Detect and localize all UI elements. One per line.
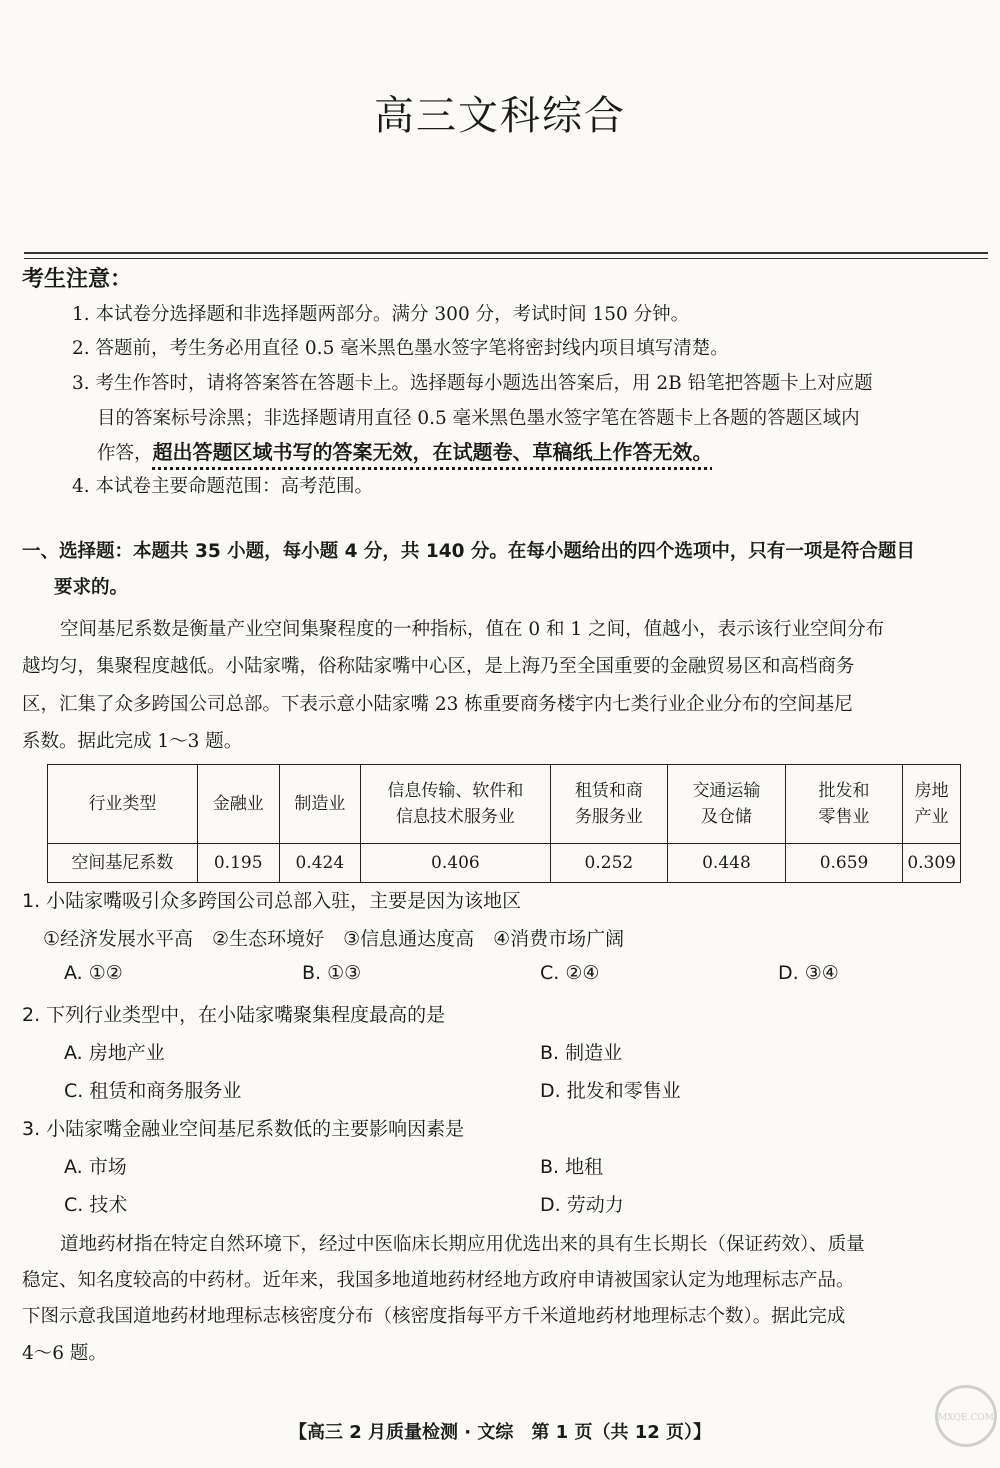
divider bbox=[24, 258, 988, 259]
table-cell: 空间基尼系数 bbox=[48, 844, 198, 883]
passage-line: 区，汇集了众多跨国公司总部。下表示意小陆家嘴 23 栋重要商务楼宇内七类行业企业分布的空间基尼 bbox=[22, 694, 853, 715]
passage-line: 4～6 题。 bbox=[22, 1343, 107, 1364]
q3-option-b[interactable]: B. 地租 bbox=[540, 1156, 604, 1178]
table-row bbox=[48, 765, 961, 844]
notice-item-3-cont: 目的答案标号涂黑；非选择题请用直径 0.5 毫米黑色墨水签字笔在答题卡上各题的答题区域内 bbox=[97, 408, 860, 429]
q2-option-d[interactable]: D. 批发和零售业 bbox=[540, 1080, 681, 1102]
page-title: 高三文科综合 bbox=[374, 93, 626, 139]
q1-option-b[interactable]: B. ①③ bbox=[302, 962, 362, 984]
notice-item-2: 2. 答题前，考生务必用直径 0.5 毫米黑色墨水签字笔将密封线内项目填写清楚。 bbox=[72, 338, 729, 359]
passage-line: 道地药材指在特定自然环境下，经过中医临床长期应用优选出来的具有生长期长（保证药效）、质量 bbox=[60, 1234, 865, 1255]
table-cell: 批发和 零售业 bbox=[785, 765, 903, 844]
watermark-logo: MXQE.COM bbox=[935, 1385, 997, 1447]
table-cell: 金融业 bbox=[197, 765, 279, 844]
table-cell: 交通运输 及仓储 bbox=[668, 765, 786, 844]
table-cell: 信息传输、软件和 信息技术服务业 bbox=[361, 765, 550, 844]
gini-table bbox=[47, 764, 961, 883]
question-3-stem: 3. 小陆家嘴金融业空间基尼系数低的主要影响因素是 bbox=[22, 1118, 465, 1140]
notice-item-4: 4. 本试卷主要命题范围：高考范围。 bbox=[72, 476, 374, 497]
divider bbox=[24, 252, 988, 254]
question-2-stem: 2. 下列行业类型中，在小陆家嘴聚集程度最高的是 bbox=[22, 1004, 446, 1026]
table-cell: 0.309 bbox=[903, 844, 961, 883]
table-cell: 租赁和商 务服务业 bbox=[550, 765, 668, 844]
notice-text: 作答， bbox=[97, 443, 153, 464]
section-heading-cont: 要求的。 bbox=[54, 577, 129, 598]
notice-item-1: 1. 本试卷分选择题和非选择题两部分。满分 300 分，考试时间 150 分钟。 bbox=[72, 304, 690, 325]
table-cell: 0.406 bbox=[361, 844, 550, 883]
table-cell: 0.195 bbox=[197, 844, 279, 883]
q2-option-a[interactable]: A. 房地产业 bbox=[64, 1042, 165, 1064]
q2-option-b[interactable]: B. 制造业 bbox=[540, 1042, 623, 1064]
passage-line: 系数。据此完成 1～3 题。 bbox=[22, 731, 243, 752]
q3-option-c[interactable]: C. 技术 bbox=[64, 1194, 128, 1216]
q3-option-d[interactable]: D. 劳动力 bbox=[540, 1194, 624, 1216]
question-1-stem: 1. 小陆家嘴吸引众多跨国公司总部入驻，主要是因为该地区 bbox=[22, 890, 522, 912]
notice-item-3: 3. 考生作答时，请将答案答在答题卡上。选择题每小题选出答案后，用 2B 铅笔把答题卡上对应题 bbox=[72, 373, 873, 394]
table-cell: 0.659 bbox=[785, 844, 903, 883]
table-cell: 房地产业 bbox=[903, 765, 961, 844]
q2-option-c[interactable]: C. 租赁和商务服务业 bbox=[64, 1080, 242, 1102]
passage-line: 下图示意我国道地药材地理标志核密度分布（核密度指每平方千米道地药材地理标志个数）。据此完成 bbox=[22, 1306, 846, 1327]
passage-line: 越均匀，集聚程度越低。小陆家嘴，俗称陆家嘴中心区，是上海乃至全国重要的金融贸易区和高档商务 bbox=[22, 656, 855, 677]
q1-option-d[interactable]: D. ③④ bbox=[778, 962, 839, 984]
notice-item-3-cont2 bbox=[97, 436, 713, 465]
q1-option-a[interactable]: A. ①② bbox=[64, 962, 123, 984]
page-footer: 【高三 2 月质量检测 · 文综 第 1 页（共 12 页）】 bbox=[288, 1422, 712, 1443]
passage-line: 空间基尼系数是衡量产业空间集聚程度的一种指标，值在 0 和 1 之间，值越小，表示该行业空间分布 bbox=[60, 619, 885, 640]
notice-heading: 考生注意： bbox=[22, 267, 133, 292]
notice-emphasis: 超出答题区域书写的答案无效，在试题卷、草稿纸上作答无效。 bbox=[152, 440, 713, 464]
passage-line: 稳定、知名度较高的中药材。近年来，我国多地道地药材经地方政府申请被国家认定为地理标志产品。 bbox=[22, 1270, 855, 1291]
q3-option-a[interactable]: A. 市场 bbox=[64, 1156, 127, 1178]
question-1-items: ①经济发展水平高 ②生态环境好 ③信息通达度高 ④消费市场广阔 bbox=[43, 928, 625, 950]
table-cell: 制造业 bbox=[279, 765, 361, 844]
table-cell: 行业类型 bbox=[48, 765, 198, 844]
table-row bbox=[48, 844, 961, 883]
q1-option-c[interactable]: C. ②④ bbox=[540, 962, 600, 984]
section-heading: 一、选择题：本题共 35 小题，每小题 4 分，共 140 分。在每小题给出的四个选项中，只有一项是符合题目 bbox=[22, 541, 915, 562]
table-cell: 0.252 bbox=[550, 844, 668, 883]
table-cell: 0.448 bbox=[668, 844, 786, 883]
table-cell: 0.424 bbox=[279, 844, 361, 883]
